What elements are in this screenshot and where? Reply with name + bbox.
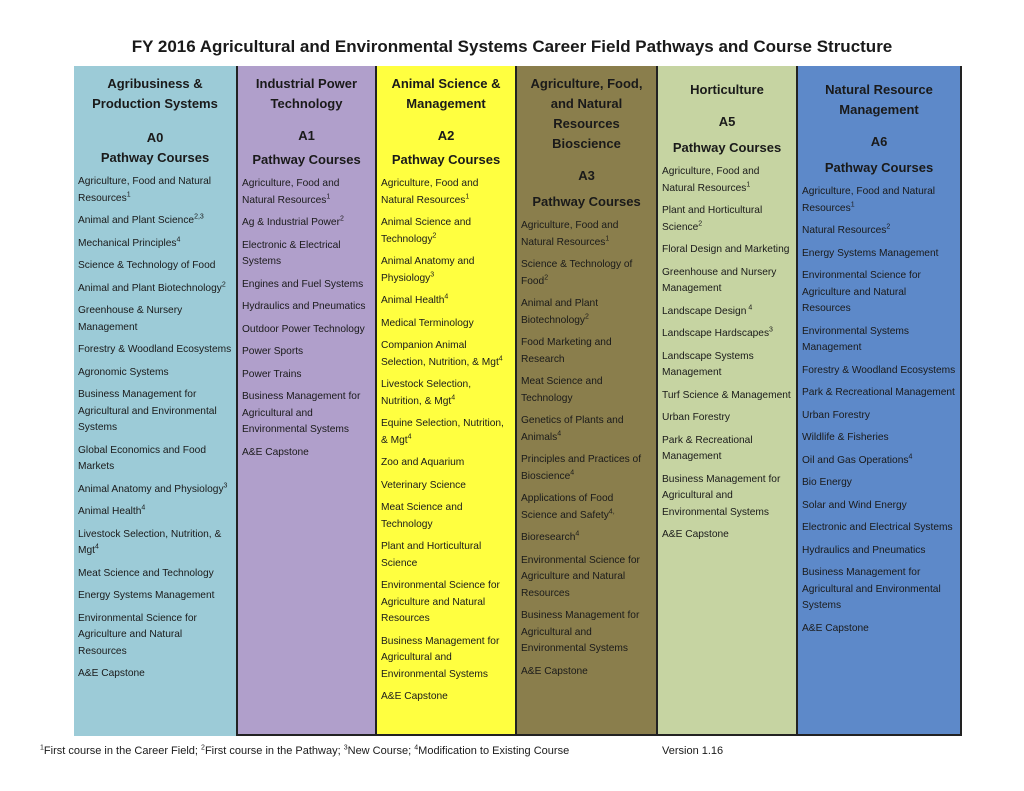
column-header	[381, 74, 511, 170]
course-name: A&E Capstone	[381, 691, 448, 702]
course-name: Oil and Gas Operations	[802, 454, 909, 466]
course-item	[78, 666, 232, 683]
course-name: Animal Science and Technology	[381, 217, 472, 245]
course-item	[802, 565, 956, 615]
course-footnote-mark: 1	[850, 201, 855, 209]
course-name: Meat Science and Technology	[521, 376, 603, 404]
course-footnote-mark: 4	[746, 304, 753, 312]
course-item	[802, 475, 956, 492]
course-name: Livestock Selection, Nutrition, & Mgt	[381, 379, 472, 407]
course-name: Forestry & Woodland Ecosystems	[802, 364, 956, 376]
pathway-courses-heading: Pathway Courses	[100, 150, 210, 165]
course-item	[662, 304, 792, 321]
course-item	[381, 634, 511, 684]
course-name: Plant and Horticultural Science	[662, 205, 763, 233]
course-item	[662, 410, 792, 427]
footnote-text: Modification to Existing Course	[418, 745, 570, 757]
course-name: Equine Selection, Nutrition, & Mgt	[381, 418, 504, 446]
pathway-name: Natural Resource Management	[825, 82, 933, 117]
pathway-courses-heading: Pathway Courses	[532, 194, 641, 209]
course-item	[242, 238, 371, 271]
course-footnote-mark: 4	[444, 293, 449, 301]
course-name: Urban Forestry	[662, 412, 730, 423]
course-name: Meat Science and Technology	[381, 502, 463, 530]
course-item	[78, 443, 232, 476]
course-name: Zoo and Aquarium	[381, 457, 465, 468]
course-item	[662, 242, 792, 259]
course-item	[662, 472, 792, 522]
course-name: Natural Resources	[802, 225, 887, 236]
course-name: Medical Terminology	[381, 317, 474, 329]
course-name: Greenhouse & Nursery Management	[78, 305, 183, 333]
course-footnote-mark: 1	[605, 235, 610, 243]
course-footnote-mark: 3	[769, 326, 773, 334]
course-name: Bioresearch	[521, 532, 576, 543]
course-name: Animal Anatomy and Physiology	[78, 483, 224, 495]
course-name: Power Trains	[242, 368, 302, 380]
column-header	[78, 74, 232, 168]
course-name: Forestry & Woodland Ecosystems	[78, 344, 232, 355]
course-item	[521, 413, 652, 446]
footnote-number: 4	[414, 744, 419, 752]
course-item	[242, 299, 371, 316]
course-name: A&E Capstone	[521, 665, 588, 677]
column-a2	[377, 66, 517, 736]
course-name: Agriculture, Food and Natural Resources	[802, 186, 936, 214]
course-item	[242, 367, 371, 384]
course-item	[381, 316, 511, 333]
course-item	[381, 254, 511, 287]
course-name: Animal Health	[78, 506, 142, 517]
course-item	[78, 342, 232, 359]
course-name: Bio Energy	[802, 477, 852, 488]
course-name: Agriculture, Food and Natural Resources	[662, 166, 760, 194]
page-title: FY 2016 Agricultural and Environmental Systems Career Field Pathways and Course Structure	[131, 37, 893, 56]
course-item	[802, 184, 956, 217]
course-footnote-mark: 2	[544, 274, 549, 282]
course-item	[802, 385, 956, 402]
pathway-columns	[74, 66, 962, 736]
course-name: Companion Animal Selection, Nutrition, & Mgt	[381, 340, 499, 368]
course-item	[78, 387, 232, 437]
course-item	[521, 296, 652, 329]
course-name: Ag & Industrial Power	[242, 217, 340, 228]
course-item	[381, 539, 511, 572]
course-name: Electronic and Electrical Systems	[802, 522, 953, 533]
course-footnote-mark: 4	[451, 394, 456, 402]
course-item	[242, 176, 371, 209]
course-name: Urban Forestry	[802, 409, 870, 421]
course-name: Meat Science and Technology	[78, 567, 214, 579]
course-footnote-mark: 4	[908, 453, 913, 461]
course-footnote-mark: 2	[432, 232, 437, 240]
course-name: Genetics of Plants and Animals	[521, 415, 624, 443]
course-item	[662, 433, 792, 466]
course-name: A&E Capstone	[662, 529, 729, 540]
course-footnote-mark: 4,	[608, 508, 615, 516]
course-name: Landscape Systems Management	[662, 350, 754, 378]
course-name: Plant and Horticultural Science	[381, 541, 482, 569]
course-item	[662, 164, 792, 197]
course-footnote-mark: 4	[94, 543, 99, 551]
footnote-text: First course in the Pathway;	[204, 745, 344, 757]
course-footnote-mark: 3	[223, 482, 228, 490]
course-item	[521, 553, 652, 603]
course-name: A&E Capstone	[242, 446, 309, 458]
course-name: Solar and Wind Energy	[802, 499, 907, 511]
footnote-number: 3	[343, 744, 348, 752]
course-item	[242, 277, 371, 294]
course-item	[78, 365, 232, 382]
course-name: Food Marketing and Research	[521, 337, 612, 365]
pathway-name: Agriculture, Food, and Natural Resources Bioscience	[530, 76, 643, 151]
course-footnote-mark: 1	[746, 181, 751, 189]
course-item	[78, 482, 232, 499]
course-item	[381, 377, 511, 410]
course-name: Global Economics and Food Markets	[78, 444, 206, 472]
course-item	[802, 430, 956, 447]
course-name: Agriculture, Food and Natural Resources	[521, 220, 619, 248]
version-label: Version 1.16	[662, 745, 724, 757]
course-item	[802, 498, 956, 515]
course-name: Turf Science & Management	[662, 389, 791, 401]
course-item	[78, 281, 232, 298]
course-footnote-mark: 4	[557, 430, 562, 438]
course-name: Business Management for Agricultural and Environmental Systems	[521, 610, 640, 654]
course-name: Business Management for Agricultural and Environmental Systems	[78, 389, 217, 433]
pathway-code: A1	[298, 128, 315, 143]
course-item	[521, 335, 652, 368]
course-item	[521, 530, 652, 547]
course-name: Environmental Science for Agriculture and Natural Resources	[802, 270, 921, 314]
course-item	[381, 338, 511, 371]
course-item	[78, 611, 232, 661]
course-name: Environmental Systems Management	[802, 325, 910, 353]
course-name: Science & Technology of Food	[521, 259, 633, 287]
course-name: Animal Health	[381, 295, 445, 306]
course-item	[381, 455, 511, 472]
column-a3	[517, 66, 658, 736]
column-header	[802, 80, 956, 178]
course-name: Mechanical Principles	[78, 237, 177, 249]
course-name: Business Management for Agricultural and Environmental Systems	[662, 473, 781, 518]
course-item	[78, 527, 232, 560]
pathway-code: A2	[437, 128, 455, 143]
course-footnote-mark: 1	[126, 191, 131, 199]
course-item	[662, 349, 792, 382]
course-name: Animal Anatomy and Physiology	[381, 256, 475, 284]
course-item	[242, 215, 371, 232]
course-footnote-mark: 2	[698, 220, 703, 228]
course-footnote-mark: 4	[575, 530, 580, 538]
pathway-courses-heading: Pathway Courses	[672, 140, 782, 155]
course-item	[521, 218, 652, 251]
column-header	[521, 74, 652, 212]
course-name: Business Management for Agricultural and Environmental Systems	[381, 635, 500, 680]
course-name: Electronic & Electrical Systems	[242, 239, 341, 267]
pathway-name: Agribusiness & Production Systems	[92, 76, 218, 111]
course-name: Outdoor Power Technology	[242, 323, 365, 335]
course-item	[381, 416, 511, 449]
course-footnote-mark: 1	[465, 193, 470, 201]
course-name: Hydraulics and Pneumatics	[802, 544, 926, 556]
course-item	[78, 588, 232, 605]
course-item	[242, 445, 371, 462]
course-item	[78, 213, 232, 230]
course-item	[521, 608, 652, 658]
course-item	[78, 174, 232, 207]
pathway-name: Industrial Power Technology	[255, 76, 358, 111]
course-item	[242, 344, 371, 361]
course-item	[662, 203, 792, 236]
course-name: Environmental Science for Agriculture and Natural Resources	[521, 554, 640, 599]
course-item	[521, 257, 652, 290]
course-item	[802, 268, 956, 318]
course-item	[521, 664, 652, 681]
course-item	[802, 408, 956, 425]
course-name: Floral Design and Marketing	[662, 244, 790, 255]
course-item	[802, 363, 956, 380]
course-item	[78, 303, 232, 336]
course-name: Agriculture, Food and Natural Resources	[381, 178, 479, 206]
footnote-text: First course in the Career Field;	[43, 745, 202, 757]
column-a0	[74, 66, 236, 736]
pathway-code: A3	[578, 168, 595, 183]
course-name: Business Management for Agricultural and Environmental Systems	[242, 391, 361, 435]
course-name: Animal and Plant Science	[78, 215, 195, 226]
course-item	[802, 543, 956, 560]
course-footnote-mark: 2	[886, 223, 891, 231]
course-footnote-mark: 4	[141, 504, 146, 512]
course-item	[242, 389, 371, 439]
footnote-number: 1	[40, 744, 44, 752]
column-header	[242, 74, 371, 170]
course-name: Power Sports	[242, 346, 304, 357]
course-footnote-mark: 2	[221, 281, 226, 289]
course-name: Veterinary Science	[381, 479, 466, 491]
course-name: Energy Systems Management	[802, 247, 939, 259]
course-item	[78, 504, 232, 521]
course-name: Science & Technology of Food	[78, 260, 216, 271]
course-item	[802, 223, 956, 240]
course-name: Animal and Plant Biotechnology	[78, 282, 222, 294]
pathway-code: A6	[870, 134, 888, 149]
course-name: Environmental Science for Agriculture and Natural Resources	[381, 580, 500, 624]
course-item	[78, 566, 232, 583]
course-footnote-mark: 2	[585, 313, 589, 321]
course-item	[78, 236, 232, 253]
course-item	[802, 621, 956, 638]
course-item	[381, 500, 511, 533]
pathway-code: A0	[146, 130, 164, 145]
course-name: Engines and Fuel Systems	[242, 278, 364, 290]
course-footnote-mark: 2	[339, 215, 344, 223]
course-footnote-mark: 3	[430, 271, 435, 279]
column-a1	[236, 66, 377, 736]
course-name: Park & Recreational Management	[802, 387, 955, 398]
course-item	[381, 578, 511, 628]
course-item	[802, 520, 956, 537]
course-name: Hydraulics and Pneumatics	[242, 301, 366, 312]
course-item	[381, 293, 511, 310]
column-header	[662, 80, 792, 158]
course-item	[521, 374, 652, 407]
course-item	[662, 265, 792, 298]
course-item	[802, 453, 956, 470]
column-a5	[658, 66, 798, 736]
footnotes	[40, 745, 569, 757]
pathway-courses-heading: Pathway Courses	[391, 152, 501, 167]
course-name: Agronomic Systems	[78, 366, 169, 378]
column-a6	[798, 66, 962, 736]
course-name: A&E Capstone	[802, 622, 869, 634]
pathway-name: Horticulture	[690, 82, 764, 97]
course-name: Landscape Design	[662, 305, 747, 317]
course-footnote-mark: 4	[498, 355, 503, 363]
pathway-courses-heading: Pathway Courses	[824, 160, 934, 175]
course-item	[242, 322, 371, 339]
course-item	[521, 452, 652, 485]
course-name: Business Management for Agricultural and Environmental Systems	[802, 567, 941, 611]
course-item	[802, 246, 956, 263]
course-name: Energy Systems Management	[78, 590, 215, 601]
footnote-text: New Course;	[347, 745, 415, 757]
pathway-name: Animal Science & Management	[391, 76, 501, 111]
pathway-code: A5	[718, 114, 736, 129]
course-item	[78, 258, 232, 275]
course-name: Livestock Selection, Nutrition, & Mgt	[78, 528, 222, 556]
course-footnote-mark: 4	[570, 469, 575, 477]
course-name: Wildlife & Fisheries	[802, 432, 889, 443]
pathway-courses-heading: Pathway Courses	[252, 152, 361, 167]
course-name: Greenhouse and Nursery Management	[662, 266, 777, 294]
course-name: Agriculture, Food and Natural Resources	[78, 176, 212, 204]
course-item	[662, 527, 792, 544]
course-item	[381, 689, 511, 706]
course-item	[662, 388, 792, 405]
course-name: Agriculture, Food and Natural Resources	[242, 178, 340, 206]
footnote-number: 2	[201, 744, 205, 752]
course-item	[521, 491, 652, 524]
course-item	[662, 326, 792, 343]
course-footnote-mark: 1	[326, 193, 331, 201]
course-item	[381, 176, 511, 209]
course-footnote-mark: 4	[176, 236, 181, 244]
course-item	[802, 324, 956, 357]
course-item	[381, 478, 511, 495]
course-name: Park & Recreational Management	[662, 434, 753, 462]
course-name: Landscape Hardscapes	[662, 328, 770, 339]
course-name: Animal and Plant Biotechnology	[521, 298, 599, 326]
course-name: Environmental Science for Agriculture and Natural Resources	[78, 612, 197, 657]
course-name: Applications of Food Science and Safety	[521, 493, 614, 521]
course-footnote-mark: 4	[407, 433, 412, 441]
course-footnote-mark: 2,3	[194, 213, 204, 221]
course-item	[381, 215, 511, 248]
course-name: Principles and Practices of Bioscience	[521, 454, 642, 482]
course-name: A&E Capstone	[78, 668, 145, 679]
